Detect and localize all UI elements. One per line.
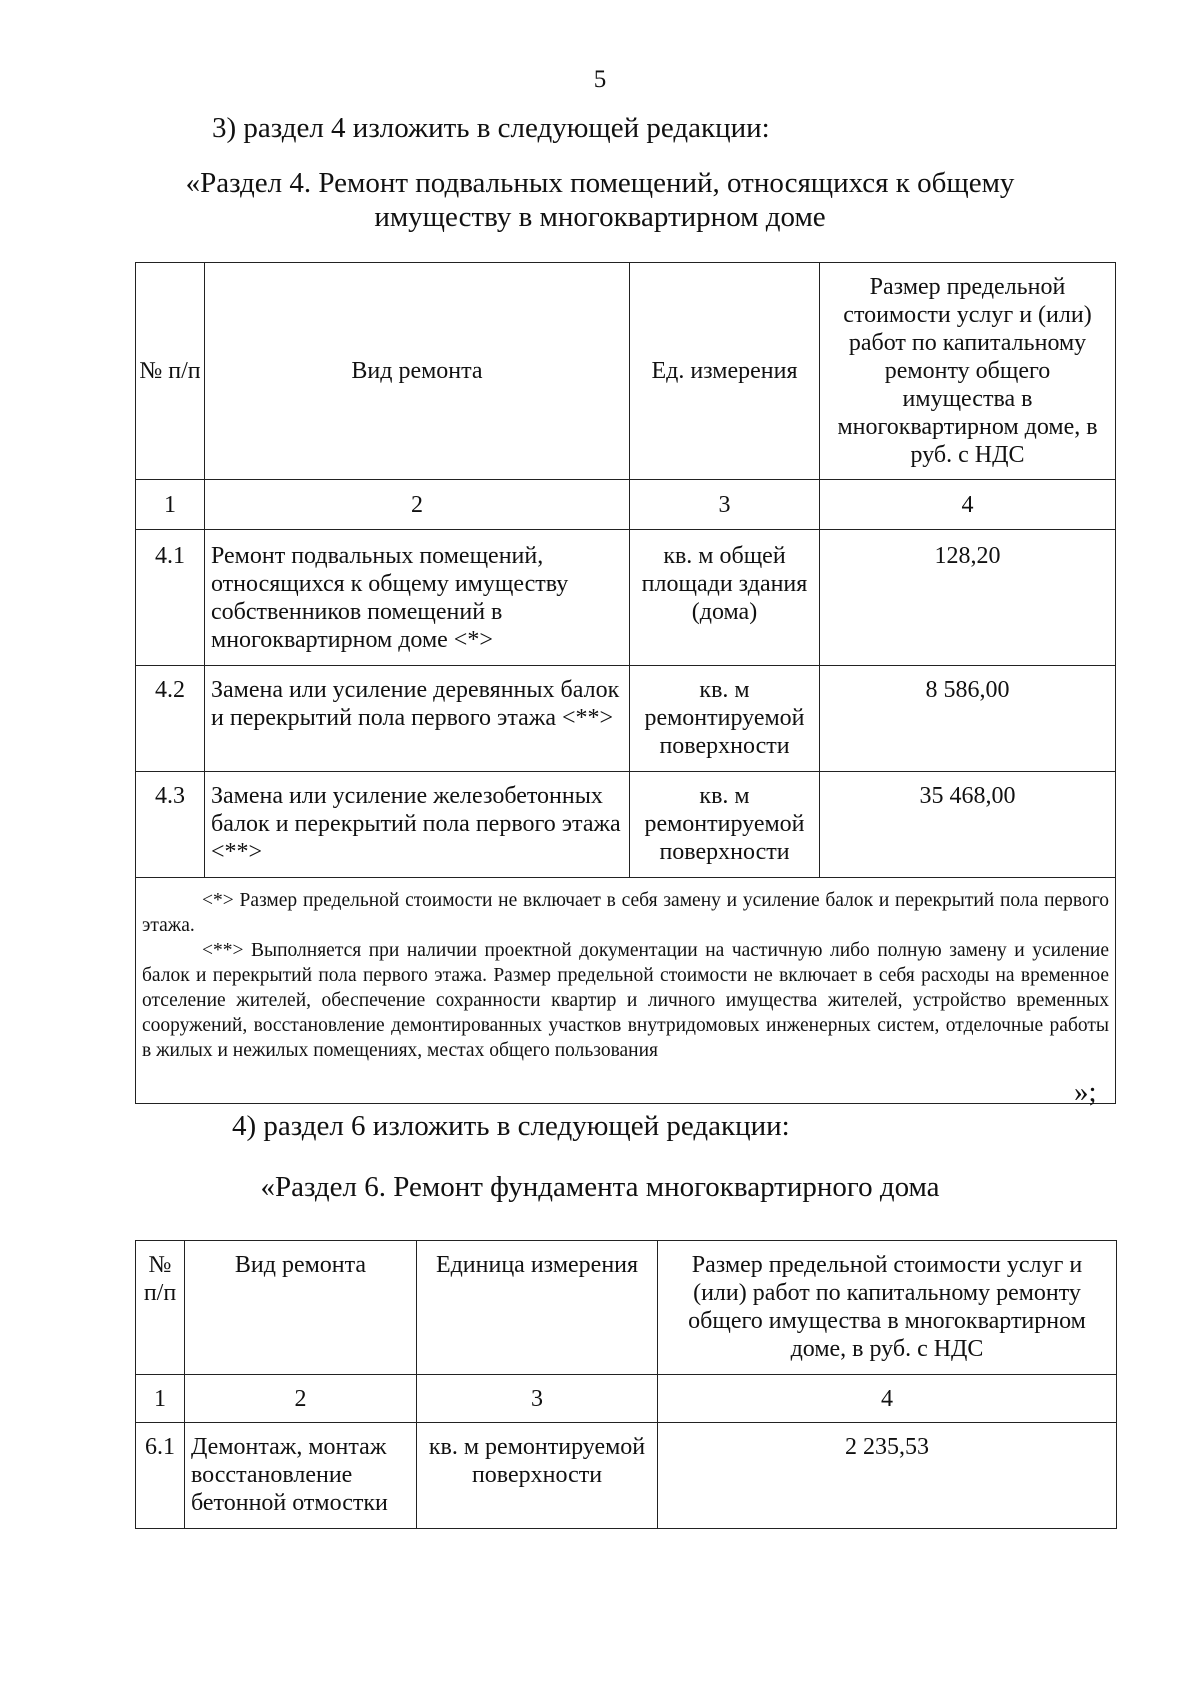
row-cost: 2 235,53 (658, 1423, 1117, 1529)
row-unit: кв. м общей площади здания (дома) (630, 530, 820, 666)
row-number: 4.2 (136, 666, 205, 772)
row-number: 4.3 (136, 772, 205, 878)
row-repair-type: Демонтаж, монтаж восстановление бетонной отмостки (185, 1423, 417, 1529)
col-number-1: 1 (136, 1375, 185, 1423)
header-unit: Ед. измерения (630, 263, 820, 480)
col-number-2: 2 (205, 480, 630, 530)
col-number-3: 3 (630, 480, 820, 530)
row-repair-type: Замена или усиление железобетонных балок и перекрытий пола первого этажа <**> (205, 772, 630, 878)
footnote-2: <**> Выполняется при наличии проектной документации на частичную либо полную замену и усиление балок и перекрытий пола первого этажа. Размер предельной стоимости не включает в себя расходы на временное отселение жителей, обеспечение сохранности квартир и личного имущества жителей, устройство временных сооружений, восстановление демонтированных участков внутридомовых инженерных систем, отделочные работы в жилых и нежилых помещениях, местах общего пользования (142, 940, 1109, 1061)
header-cost: Размер предельной стоимости услуг и (или) работ по капитальному ремонту общего имущества в многоквартирном доме, в руб. с НДС (658, 1241, 1117, 1375)
column-number-row (136, 1375, 1117, 1423)
col-number-2: 2 (185, 1375, 417, 1423)
row-repair-type: Ремонт подвальных помещений, относящихся к общему имуществу собственников помещений в многоквартирном доме <*> (205, 530, 630, 666)
col-number-4: 4 (820, 480, 1116, 530)
row-unit: кв. м ремонтируемой поверхности (417, 1423, 658, 1529)
section-6-table (135, 1240, 1117, 1529)
footnote-1: <*> Размер предельной стоимости не включает в себя замену и усиление балок и перекрытий пола первого этажа. (142, 890, 1109, 936)
section-4-title (0, 166, 1200, 234)
closing-quote: »; (1074, 1076, 1097, 1108)
col-number-3: 3 (417, 1375, 658, 1423)
col-number-1: 1 (136, 480, 205, 530)
col-number-4: 4 (658, 1375, 1117, 1423)
page-number: 5 (593, 66, 607, 93)
section-4-title-line-2: имуществу в многоквартирном доме (374, 201, 826, 233)
table-row (136, 772, 1116, 878)
header-cost: Размер предельной стоимости услуг и (или) работ по капитальному ремонту общего имущества в многоквартирном доме, в руб. с НДС (820, 263, 1116, 480)
notes-row (136, 878, 1116, 1104)
table-header-row (136, 263, 1116, 480)
table-row (136, 530, 1116, 666)
header-number: № п/п (136, 1241, 185, 1375)
table-row (136, 666, 1116, 772)
column-number-row (136, 480, 1116, 530)
header-number: № п/п (136, 263, 205, 480)
row-number: 4.1 (136, 530, 205, 666)
row-cost: 128,20 (820, 530, 1116, 666)
footnotes (136, 878, 1116, 1104)
table-header-row (136, 1241, 1117, 1375)
instruction-section-6: 4) раздел 6 изложить в следующей редакции: (232, 1110, 790, 1142)
section-6-title: «Раздел 6. Ремонт фундамента многоквартирного дома (260, 1171, 940, 1203)
section-4-title-line-1: «Раздел 4. Ремонт подвальных помещений, относящихся к общему (185, 167, 1015, 199)
row-unit: кв. м ремонтируемой поверхности (630, 772, 820, 878)
header-repair-type: Вид ремонта (185, 1241, 417, 1375)
header-repair-type: Вид ремонта (205, 263, 630, 480)
section-4-table (135, 262, 1116, 1104)
row-cost: 35 468,00 (820, 772, 1116, 878)
row-repair-type: Замена или усиление деревянных балок и перекрытий пола первого этажа <**> (205, 666, 630, 772)
header-unit: Единица измерения (417, 1241, 658, 1375)
row-unit: кв. м ремонтируемой поверхности (630, 666, 820, 772)
table-row (136, 1423, 1117, 1529)
row-number: 6.1 (136, 1423, 185, 1529)
instruction-section-4: 3) раздел 4 изложить в следующей редакции: (212, 112, 770, 144)
row-cost: 8 586,00 (820, 666, 1116, 772)
